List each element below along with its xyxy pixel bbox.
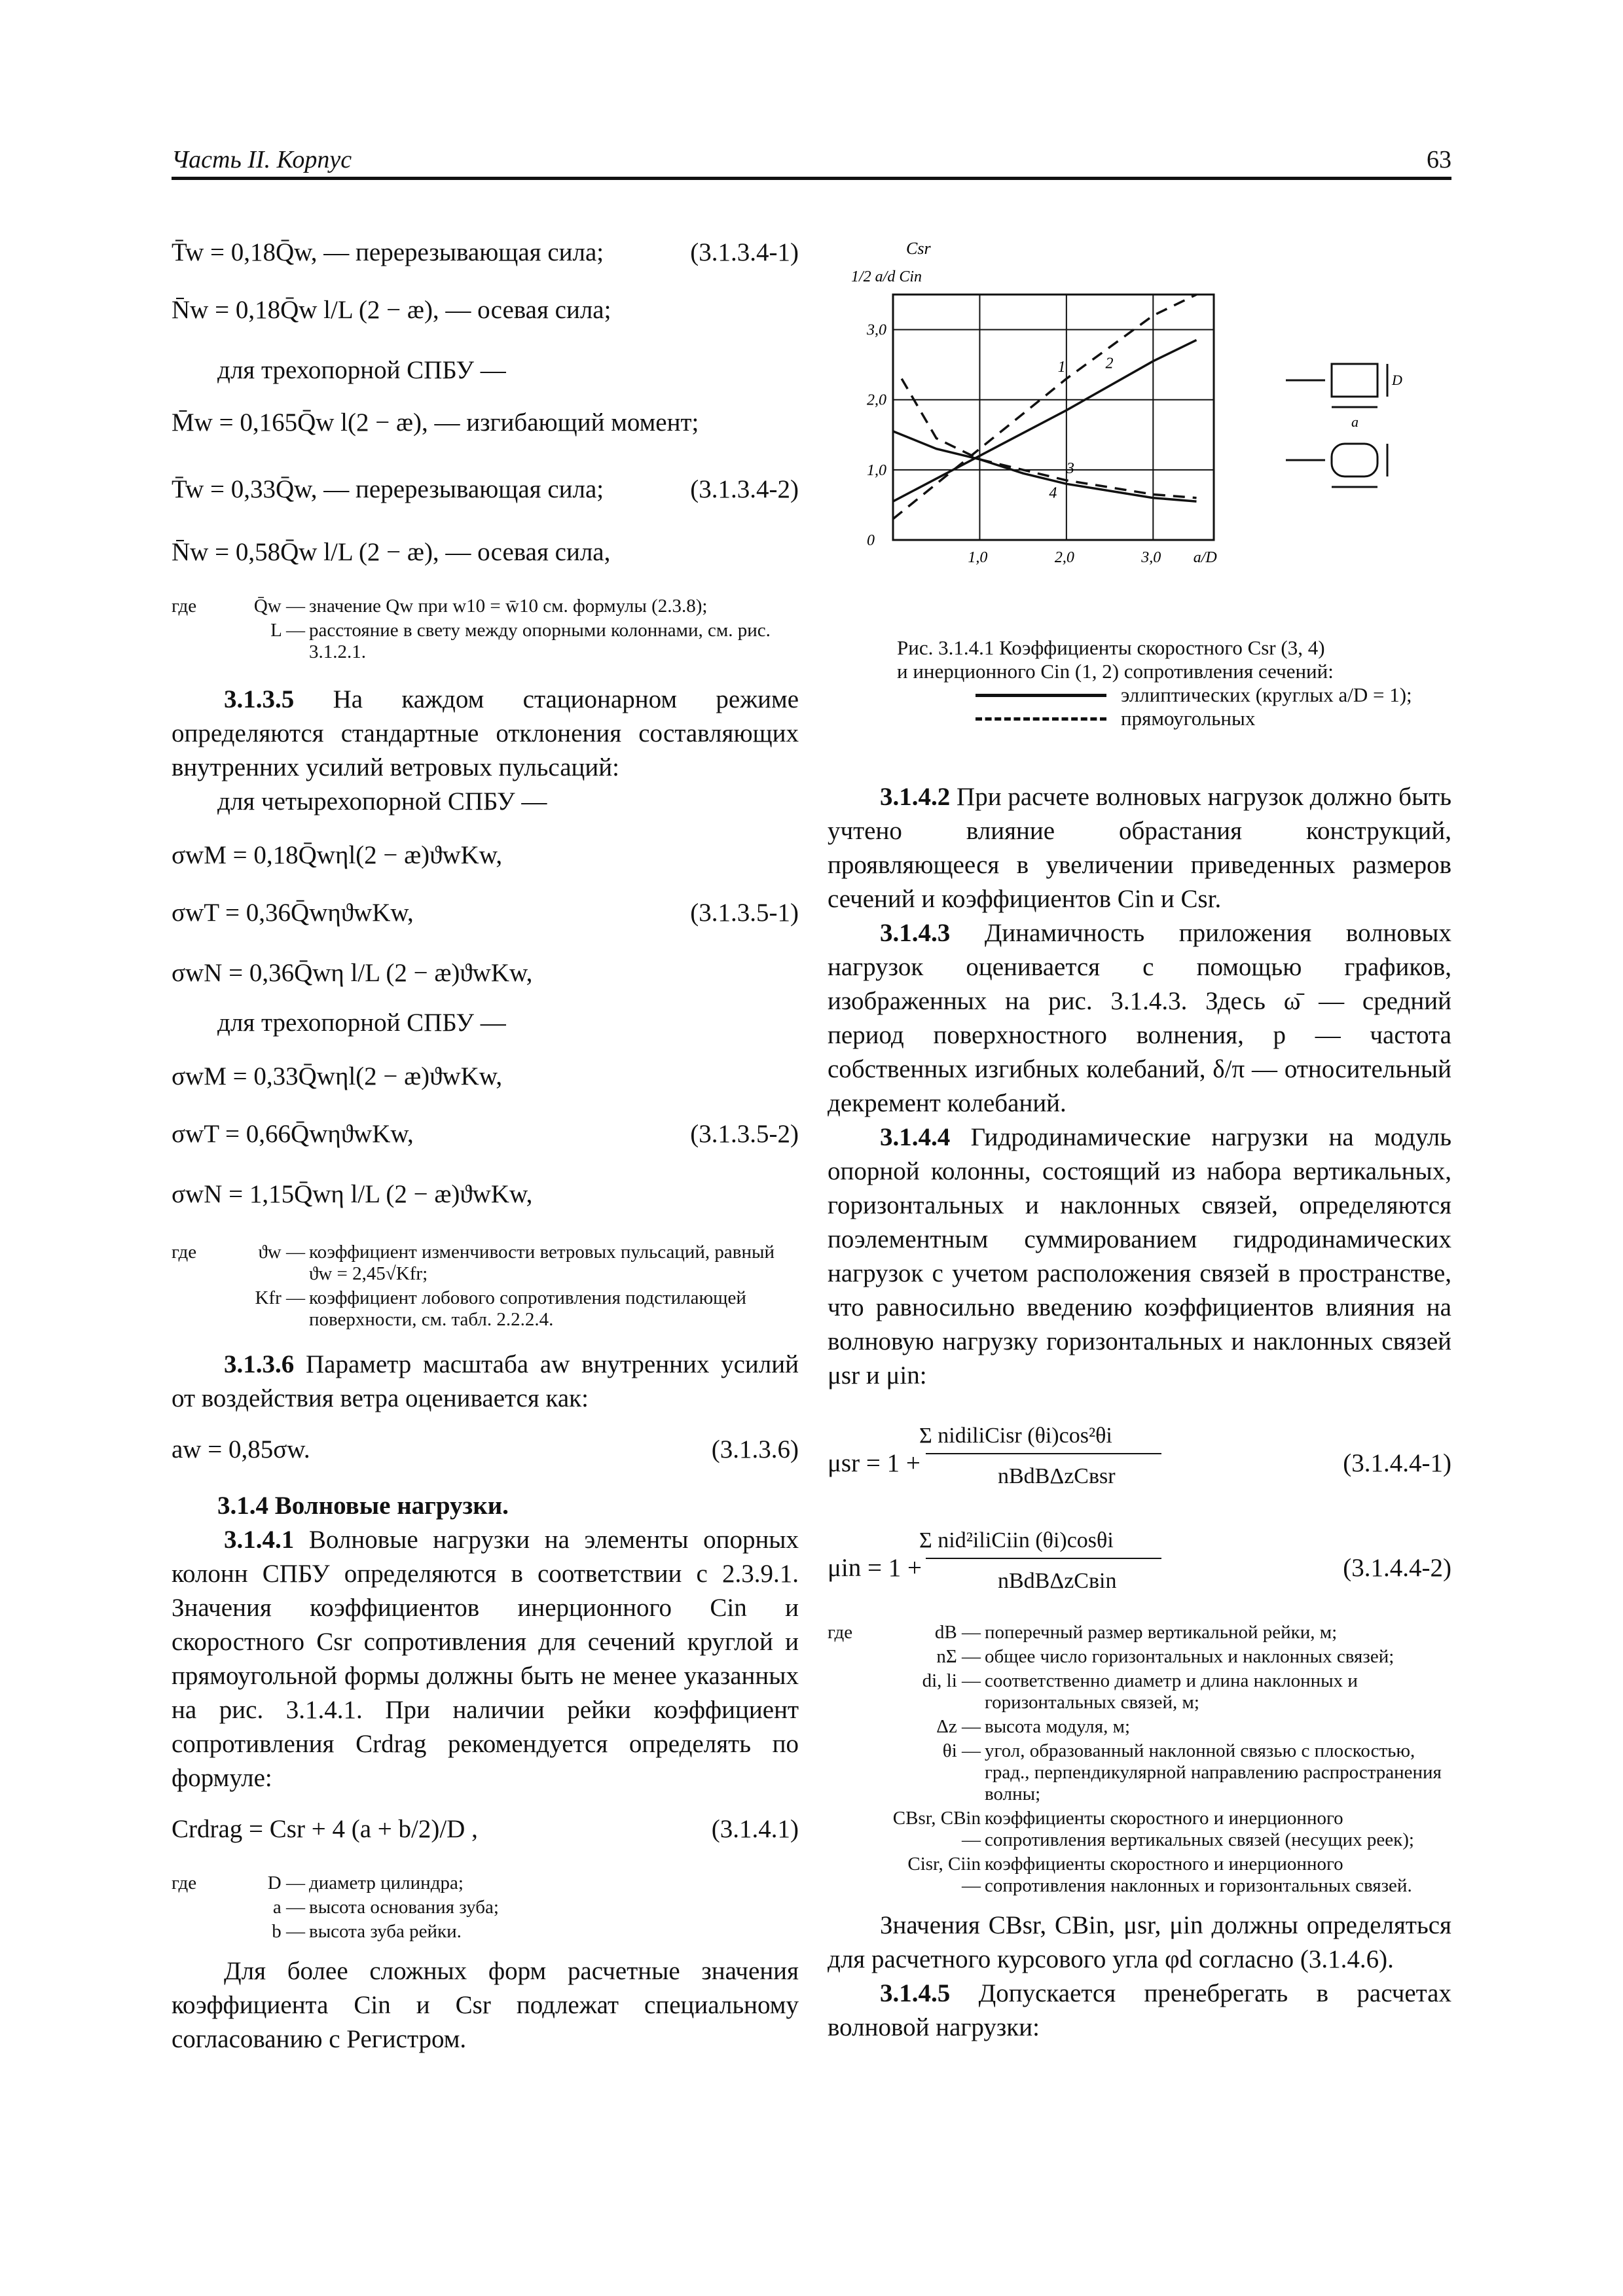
formula-axial-force-4: N̄w = 0,18Q̄w l/L (2 − æ), — осевая сила; [172, 296, 611, 324]
caption-line-1: Рис. 3.1.4.1 Коэффициенты скоростного Csr (3, 4) [897, 636, 1325, 659]
legend-solid-swatch [976, 694, 1106, 697]
series-line-4 [893, 431, 1197, 501]
dim-a-label: a [1351, 414, 1359, 430]
formula-3-1-3-5-1: σwT = 0,36Q̄wηϑwKw, (3.1.3.5-1) [172, 899, 799, 927]
paragraph-3-1-4-3: 3.1.4.3 Динамичность приложения волновых нагрузок оценивается с помощью графиков, изображенных на рис. 3.1.4.3. Здесь ω̄ — средний период поверхностного волнения, p — частота собственных изгибных колебаний, δ/π — относительный декремент колебаний. [828, 919, 1452, 1117]
series-label-1: 1 [1057, 358, 1066, 376]
page-number: 63 [1427, 146, 1451, 173]
x-tick-label-2: 2,0 [1054, 549, 1074, 566]
formula-sigma-m-4: σwM = 0,18Q̄wηl(2 − æ)ϑwKw, [172, 841, 503, 869]
left-column [172, 236, 799, 2056]
where-list-1: где Q̄w — значение Qw при w10 = w̄10 см. формулы (2.3.8); L — расстояние в свету между опорными колоннами, см. рис. 3.1.2.1. [172, 596, 771, 662]
series-line-2 [893, 340, 1197, 502]
where-list-4: где dВ — поперечный размер вертикальной рейки, м; nΣ — общее число горизонтальных и наклонных связей; di, li — соответственно диаметр и длина наклонных и горизонтальных связей, м; Δz — высота модуля, м; θi — угол, образованный наклонной связью с плоскостью, град., перпендикулярной направлению распространения волны; CВsr, CВin — коэффициенты скоростного и инерционного сопротивления вертикальных связей (несущих реек); Cisr, Ciin — коэффициенты скоростного и инерционного сопротивления наклонных и горизонтальных связей. [828, 1622, 1442, 1896]
paragraph-3-1-4-1: 3.1.4.1 Волновые нагрузки на элементы опорных колонн СПБУ определяются в соответствии с 2.3.9.1. Значения коэффициентов инерционного Cin и скоростного Csr сопротивления для сечений круглой и прямоугольной формы должны быть не менее указанных на рис. 3.1.4.1. При наличии рейки коэффициент сопротивления Crdrag рекомендуется определять по формуле: [172, 1526, 799, 1792]
formula-3-1-3-5-2: σwT = 0,66Q̄wηϑwKw, (3.1.3.5-2) [172, 1120, 799, 1148]
header-rule [172, 177, 1451, 180]
paragraph-values: Значения CВsr, CВin, μsr, μin должны определяться для расчетного курсового угла φd согласно (3.1.4.6). [828, 1911, 1451, 1973]
series-label-3: 3 [1066, 460, 1074, 478]
series-line-1 [893, 295, 1197, 519]
legend-solid: эллиптических (круглых a/D = 1); [897, 683, 1447, 707]
series-label-2: 2 [1105, 355, 1114, 372]
where-list-3: где D — диаметр цилиндра; a — высота основания зуба; b — высота зуба рейки. [172, 1873, 499, 1942]
formula-3-1-4-4-1: μsr = 1 + Σ nidiliCisr (θi)cos²θi nBdBΔzCвsr (3.1.4.4-1) [828, 1424, 1451, 1488]
formula-3-1-4-4-2: μin = 1 + Σ nid²iliCiin (θi)cosθi nBdBΔzCвin (3.1.4.4-2) [828, 1528, 1451, 1593]
legend-dashed-swatch [976, 717, 1106, 721]
formula-sigma-n-4: σwN = 0,36Q̄wη l/L (2 − æ)ϑwKw, [172, 959, 533, 987]
paragraph-3-1-3-5: 3.1.3.5 На каждом стационарном режиме определяются стандартные отклонения составляющих внутренних усилий ветровых пульсаций: [172, 685, 799, 781]
y-label-csr: Csr [906, 239, 931, 258]
coefficient-chart [828, 236, 1451, 628]
formula-sigma-n-3: σwN = 1,15Q̄wη l/L (2 − æ)ϑwKw, [172, 1180, 533, 1208]
paragraph-3-1-4-2: 3.1.4.2 При расчете волновых нагрузок должно быть учтено влияние обрастания конструкций, проявляющееся в увеличении приведенных размеров сечений и коэффициентов Cin и Csr. [828, 783, 1452, 913]
y-tick-label-2: 1,0 [867, 461, 886, 479]
formula-sigma-m-3: σwM = 0,33Q̄wηl(2 − æ)ϑwKw, [172, 1062, 503, 1090]
paragraph-complex-forms: Для более сложных форм расчетные значения коэффициента Cin и Csr подлежат специальному согласованию с Регистром. [172, 1957, 799, 2053]
formula-axial-force-3: N̄w = 0,58Q̄w l/L (2 − æ), — осевая сила, [172, 538, 611, 566]
dim-D-label: D [1392, 372, 1402, 388]
y-tick-label-1: 0 [867, 532, 875, 549]
formula-3-1-3-6: aw = 0,85σw. (3.1.3.6) [172, 1435, 799, 1463]
rect-section-sketch [1286, 364, 1387, 407]
paragraph-3-1-4-4: 3.1.4.4 Гидродинамические нагрузки на модуль опорной колонны, состоящий из набора вертикальных, горизонтальных и наклонных связей, определяются поэлементным суммированием гидродинамических нагрузок с учетом расположения связей в пространстве, что равносильно введению коэффициентов влияния на волновую нагрузку горизонтальных и наклонных связей μsr и μin: [828, 1123, 1451, 1390]
caption-line-2: и инерционного Cin (1, 2) сопротивления сечений: [897, 660, 1334, 683]
figure-3-1-4-1 [828, 236, 1451, 632]
figure-caption [897, 636, 1447, 730]
y-tick-label-4: 3,0 [867, 321, 886, 339]
formula-3-1-4-1: Crdrag = Csr + 4 (a + b/2)/D , (3.1.4.1) [172, 1815, 799, 1843]
series-label-4: 4 [1049, 484, 1057, 502]
formula-3-1-3-4-2: T̄w = 0,33Q̄w, — перерезывающая сила; (3.1.3.4-2) [172, 475, 799, 503]
x-tick-label-4: a/D [1193, 549, 1217, 566]
running-header-section: Часть II. Корпус [172, 146, 352, 173]
rounded-section-sketch [1286, 444, 1387, 487]
section-heading-3-1-4: 3.1.4 Волновые нагрузки. [217, 1492, 509, 1520]
three-support-label-2: для трехопорной СПБУ — [217, 1009, 506, 1037]
y-tick-label-3: 2,0 [867, 391, 886, 409]
x-tick-label-1: 1,0 [968, 549, 988, 566]
four-support-label: для четырехопорной СПБУ — [217, 787, 547, 816]
x-tick-label-3: 3,0 [1141, 549, 1161, 566]
right-column [828, 780, 1451, 2045]
three-support-label: для трехопорной СПБУ — [217, 356, 506, 384]
legend-dashed: прямоугольных [897, 707, 1447, 730]
paragraph-3-1-4-5: 3.1.4.5 Допускается пренебрегать в расчетах волновой нагрузки: [828, 1979, 1451, 2041]
y-label-cin: 1/2 a/d Cin [851, 268, 922, 285]
paragraph-3-1-3-6: 3.1.3.6 Параметр масштаба aw внутренних усилий от воздействия ветра оценивается как: [172, 1350, 799, 1412]
formula-3-1-3-4-1: T̄w = 0,18Q̄w, — перерезывающая сила; (3.1.3.4-1) [172, 238, 799, 266]
where-list-2: где ϑw — коэффициент изменчивости ветровых пульсаций, равный ϑw = 2,45√Kfr; Kfr — коэффициент лобового сопротивления подстилающей поверхности, см. табл. 2.2.2.4. [172, 1242, 775, 1330]
formula-bending-moment-3: M̄w = 0,165Q̄w l(2 − æ), — изгибающий момент; [172, 408, 699, 437]
